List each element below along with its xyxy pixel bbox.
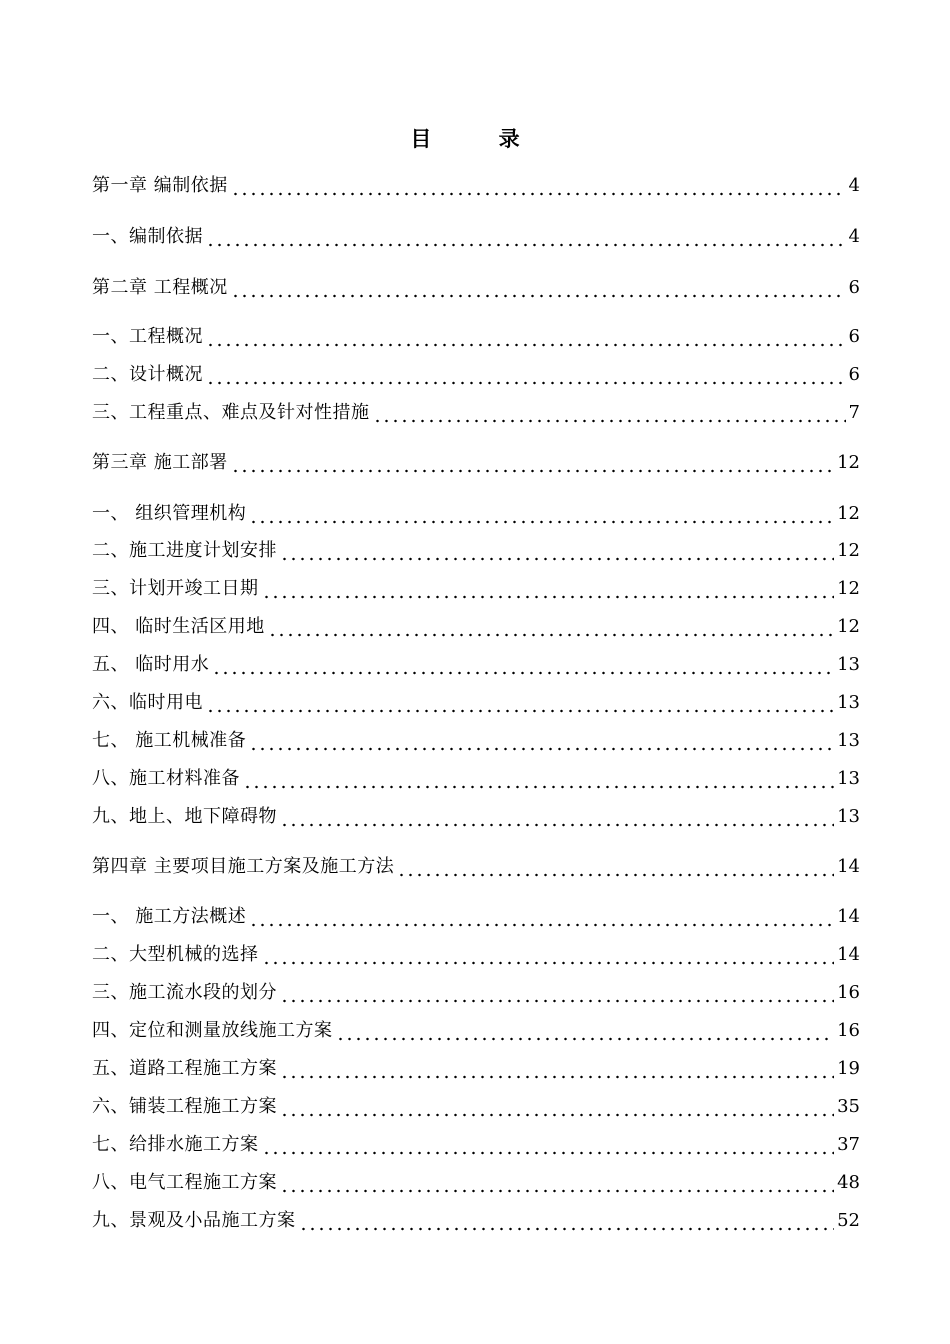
toc-entry-label: 一、工程概况: [92, 326, 203, 347]
toc-entry[interactable]: [92, 854, 860, 880]
toc-entry-page-number: 35: [837, 1096, 860, 1117]
toc-entry-label: 四、定位和测量放线施工方案: [92, 1020, 333, 1041]
toc-entry-page-number: 4: [848, 175, 860, 196]
toc-entry[interactable]: [92, 652, 860, 678]
toc-entry[interactable]: [92, 766, 860, 792]
toc-entry-page-number: 14: [837, 944, 860, 965]
toc-dot-leader: [280, 1170, 834, 1196]
toc-entry-page-number: 12: [837, 616, 860, 637]
toc-entry-page-number: 12: [837, 452, 860, 473]
toc-entry-label: 五、 临时用水: [92, 654, 210, 675]
toc-entry[interactable]: [92, 576, 860, 602]
toc-dot-leader: [299, 1208, 835, 1234]
toc-dot-leader: [231, 173, 846, 199]
toc-entry-page-number: 13: [837, 768, 860, 789]
toc-entry-page-number: 16: [837, 982, 860, 1003]
toc-dot-leader: [262, 576, 835, 602]
toc-entry[interactable]: [92, 1170, 860, 1196]
toc-entry[interactable]: [92, 324, 860, 350]
toc-entry-page-number: 48: [837, 1172, 860, 1193]
toc-entry-label: 七、 施工机械准备: [92, 730, 247, 751]
toc-entry-label: 六、铺装工程施工方案: [92, 1096, 277, 1117]
toc-entry-page-number: 13: [837, 730, 860, 751]
toc-entry-page-number: 12: [837, 540, 860, 561]
toc-dot-leader: [280, 1094, 834, 1120]
toc-entry[interactable]: [92, 980, 860, 1006]
toc-entry[interactable]: [92, 942, 860, 968]
toc-entry-page-number: 6: [848, 326, 860, 347]
toc-entry-page-number: 13: [837, 806, 860, 827]
toc-entry-label: 二、施工进度计划安排: [92, 540, 277, 561]
toc-entry-page-number: 16: [837, 1020, 860, 1041]
toc-entry-label: 八、施工材料准备: [92, 768, 240, 789]
toc-entry-label: 一、 施工方法概述: [92, 906, 247, 927]
toc-dot-leader: [231, 450, 834, 476]
toc-entry[interactable]: [92, 1018, 860, 1044]
toc-entry[interactable]: [92, 1208, 860, 1234]
toc-dot-leader: [206, 224, 846, 250]
toc-entry-page-number: 14: [837, 856, 860, 877]
toc-dot-leader: [249, 501, 834, 527]
toc-entry-page-number: 12: [837, 503, 860, 524]
toc-entry-label: 六、临时用电: [92, 692, 203, 713]
toc-entry[interactable]: [92, 173, 860, 199]
toc-entry-page-number: 13: [837, 692, 860, 713]
toc-dot-leader: [249, 728, 834, 754]
toc-entry[interactable]: [92, 224, 860, 250]
toc-entry[interactable]: [92, 450, 860, 476]
toc-entry[interactable]: [92, 1094, 860, 1120]
toc-dot-leader: [280, 538, 834, 564]
toc-dot-leader: [206, 324, 846, 350]
toc-entry[interactable]: [92, 275, 860, 301]
toc-dot-leader: [206, 362, 846, 388]
toc-dot-leader: [243, 766, 834, 792]
toc-entry[interactable]: [92, 400, 860, 426]
toc-dot-leader: [262, 942, 835, 968]
toc-entry-label: 第一章 编制依据: [92, 175, 228, 196]
toc-entry-label: 第三章 施工部署: [92, 452, 228, 473]
toc-entry-label: 八、电气工程施工方案: [92, 1172, 277, 1193]
toc-dot-leader: [231, 275, 846, 301]
toc-entry-page-number: 7: [848, 402, 860, 423]
toc-dot-leader: [397, 854, 834, 880]
toc-entry[interactable]: [92, 362, 860, 388]
toc-title: 目 录: [410, 126, 550, 151]
toc-entry-page-number: 4: [848, 226, 860, 247]
toc-entry-page-number: 6: [848, 277, 860, 298]
toc-entry[interactable]: [92, 690, 860, 716]
toc-entry-page-number: 13: [837, 654, 860, 675]
toc-entry[interactable]: [92, 1056, 860, 1082]
toc-entry-page-number: 6: [848, 364, 860, 385]
toc-entry-label: 三、计划开竣工日期: [92, 578, 259, 599]
toc-entry-label: 二、大型机械的选择: [92, 944, 259, 965]
toc-entry-page-number: 14: [837, 906, 860, 927]
toc-entry[interactable]: [92, 538, 860, 564]
toc-entry-label: 一、 组织管理机构: [92, 503, 247, 524]
toc-dot-leader: [268, 614, 834, 640]
toc-dot-leader: [280, 1056, 834, 1082]
toc-entry-label: 七、给排水施工方案: [92, 1134, 259, 1155]
toc-dot-leader: [336, 1018, 835, 1044]
toc-dot-leader: [280, 980, 834, 1006]
toc-entry-label: 三、施工流水段的划分: [92, 982, 277, 1003]
toc-dot-leader: [280, 804, 834, 830]
toc-entry-label: 三、工程重点、难点及针对性措施: [92, 402, 370, 423]
toc-entry-label: 二、设计概况: [92, 364, 203, 385]
toc-entry-label: 九、景观及小品施工方案: [92, 1210, 296, 1231]
toc-entry-page-number: 52: [837, 1210, 860, 1231]
toc-entry[interactable]: [92, 904, 860, 930]
toc-dot-leader: [262, 1132, 835, 1158]
toc-entry-label: 第四章 主要项目施工方案及施工方法: [92, 856, 395, 877]
toc-entry-page-number: 12: [837, 578, 860, 599]
toc-entry-label: 九、地上、地下障碍物: [92, 806, 277, 827]
toc-entry[interactable]: [92, 728, 860, 754]
toc-dot-leader: [206, 690, 834, 716]
toc-dot-leader: [249, 904, 834, 930]
toc-entry-page-number: 37: [837, 1134, 860, 1155]
toc-entry-label: 第二章 工程概况: [92, 277, 228, 298]
toc-dot-leader: [373, 400, 846, 426]
toc-entry-label: 五、道路工程施工方案: [92, 1058, 277, 1079]
toc-entry-label: 四、 临时生活区用地: [92, 616, 265, 637]
toc-entry[interactable]: [92, 614, 860, 640]
toc-entry[interactable]: [92, 804, 860, 830]
toc-entry[interactable]: [92, 1132, 860, 1158]
toc-dot-leader: [212, 652, 834, 678]
toc-entry-page-number: 19: [837, 1058, 860, 1079]
toc-entry-label: 一、编制依据: [92, 226, 203, 247]
toc-entry[interactable]: [92, 501, 860, 527]
